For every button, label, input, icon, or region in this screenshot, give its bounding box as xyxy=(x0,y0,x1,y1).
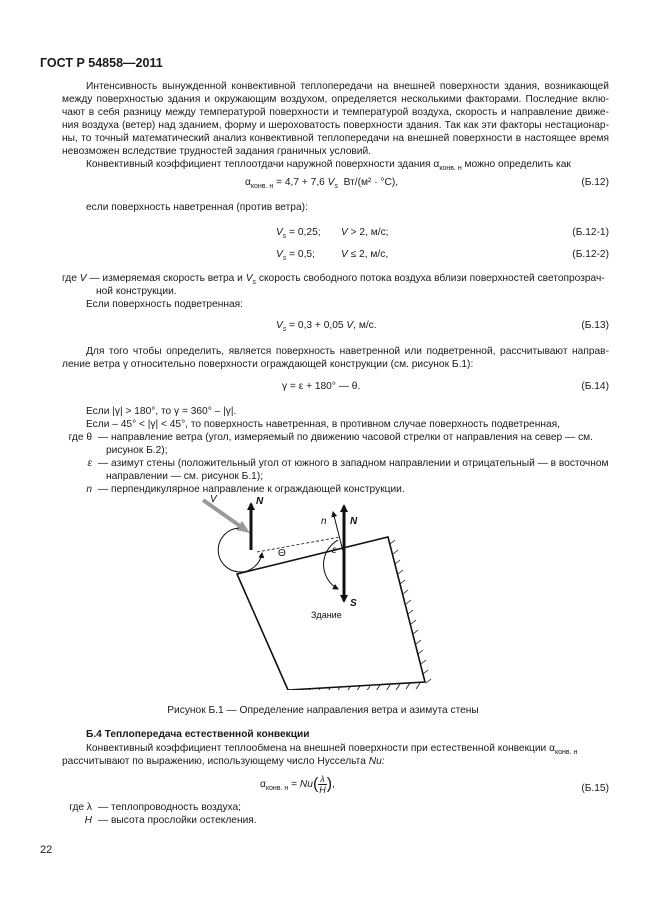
condition-line-1: Если |γ| > 180°, то γ = 360° – |γ|. xyxy=(86,406,237,417)
equation-b12-2: $V_s = 0,5$; xyxy=(276,249,315,262)
equation-b12-1-condition: V > 2, м/с; xyxy=(341,227,389,238)
label-n-normal: n xyxy=(321,516,327,527)
gloss-epsilon: ε — азимут стены (положительный угол от южного в западном направлении и отрицательный — в восточном направлении — см. рисунок Б.1); xyxy=(87,458,609,482)
equation-number-b12-2: (Б.12-2) xyxy=(572,249,609,260)
label-epsilon: ε xyxy=(332,545,337,556)
condition-line-2: Если – 45° < |γ| < 45°, то поверхность наветренная, в противном случае поверхность подветренная, xyxy=(86,419,560,430)
natural-line-2: рассчитывают по выражению, использующему число Нуссельта Nu: xyxy=(62,756,385,767)
equation-b13: $V_s = 0,3 + 0,05$ V, м/с. xyxy=(276,320,377,333)
gloss-n: n — перпендикулярное направление к ограждающей конструкции. xyxy=(86,484,405,495)
label-building: Здание xyxy=(311,610,342,620)
equation-b12-1: $V_s = 0,25$; xyxy=(276,227,321,240)
intro-line-6: невозможен вследствие трудностей задания граничных условий. xyxy=(62,146,372,157)
equation-number-b14: (Б.14) xyxy=(581,381,609,392)
section-title: Б.4 Теплопередача естественной конвекции xyxy=(86,729,310,740)
gloss-lambda: где λ — теплопроводность воздуха; xyxy=(69,802,242,813)
figure-b1 xyxy=(0,490,646,690)
conv-coeff-line: Конвективный коэффициент теплоотдачи наружной поверхности здания $\alpha_{конв. н}$ можно определить как xyxy=(86,159,571,172)
equation-b12-2-condition: V ≤ 2, м/с, xyxy=(341,249,389,260)
label-theta: Θ xyxy=(278,548,286,559)
wind-arrow xyxy=(203,500,240,526)
leeward-text: Если поверхность подветренная: xyxy=(86,299,244,310)
equation-b12: $\alpha_{конв. н} = 4,7 + 7,6$ $V_s$ Вт/(м² · °С), xyxy=(245,177,399,190)
where-v-line-2: ной конструкции. xyxy=(96,286,177,297)
intro-line-5: ны, то точный математический анализ конвективной теплопередачи на внешней поверхности в настоящее время xyxy=(62,133,609,144)
natural-line-1: Конвективный коэффициент теплообмена на внешней поверхности при естественной конвекции $\alpha_{конв. н}$ xyxy=(86,743,578,756)
intro-line-1: Интенсивность вынужденной конвективной теплопередачи на внешней поверхности здания, возникающей xyxy=(86,81,609,92)
where-v-line: где V — измеряемая скорость ветра и $V_s$ скорость свободного потока воздуха вблизи поверхностей светопрозрач- xyxy=(62,273,605,286)
intro-line-3: чают в себя разницу между температурой поверхности и температурой воздуха, скорость и направление движе- xyxy=(62,107,609,118)
gloss-theta: где θ — направление ветра (угол, измеряемый по движению часовой стрелки от направления на север — см. рисунок Б.2); xyxy=(68,432,594,456)
label-n-right: N xyxy=(350,516,358,527)
equation-b14: γ = ε + 180° — θ. xyxy=(282,381,361,392)
direction-line-1: Для того чтобы определить, является поверхность наветренной или подветренной, рассчитывают направ- xyxy=(86,346,609,357)
windward-text: если поверхность наветренная (против ветра): xyxy=(86,202,308,213)
figure-caption: Рисунок Б.1 — Определение направления ветра и азимута стены xyxy=(167,705,479,716)
equation-number-b12: (Б.12) xyxy=(581,177,609,188)
equation-b15: $\alpha_{конв. н} = Nu$( $\frac{\lambda}{H}$ ), xyxy=(260,774,335,795)
equation-number-b15: (Б.15) xyxy=(581,783,609,794)
equation-number-b12-1: (Б.12-1) xyxy=(572,227,609,238)
document-header: ГОСТ Р 54858—2011 xyxy=(40,56,163,70)
gloss-h: H — высота прослойки остекления. xyxy=(84,815,257,826)
lambda-over-h-fraction: $\frac{\lambda}{H}$ xyxy=(319,774,326,795)
intro-line-2: между поверхностью здания и окружающим воздухом, определяется несколькими факторами. Последние вклю- xyxy=(62,94,609,105)
intro-line-4: ния воздуха (ветер) над зданием, форму и шероховатость поверхности здания. Так как эти факторы нестационар- xyxy=(62,120,609,131)
page-number: 22 xyxy=(40,844,53,856)
label-v: V xyxy=(210,494,217,505)
theta-arc xyxy=(218,528,262,572)
direction-line-2: ление ветра γ относительно поверхности ограждающей конструкции (см. рисунок Б.1): xyxy=(62,359,474,370)
equation-number-b13: (Б.13) xyxy=(581,320,609,331)
label-s: S xyxy=(350,598,357,609)
label-n-left: N xyxy=(256,496,264,507)
